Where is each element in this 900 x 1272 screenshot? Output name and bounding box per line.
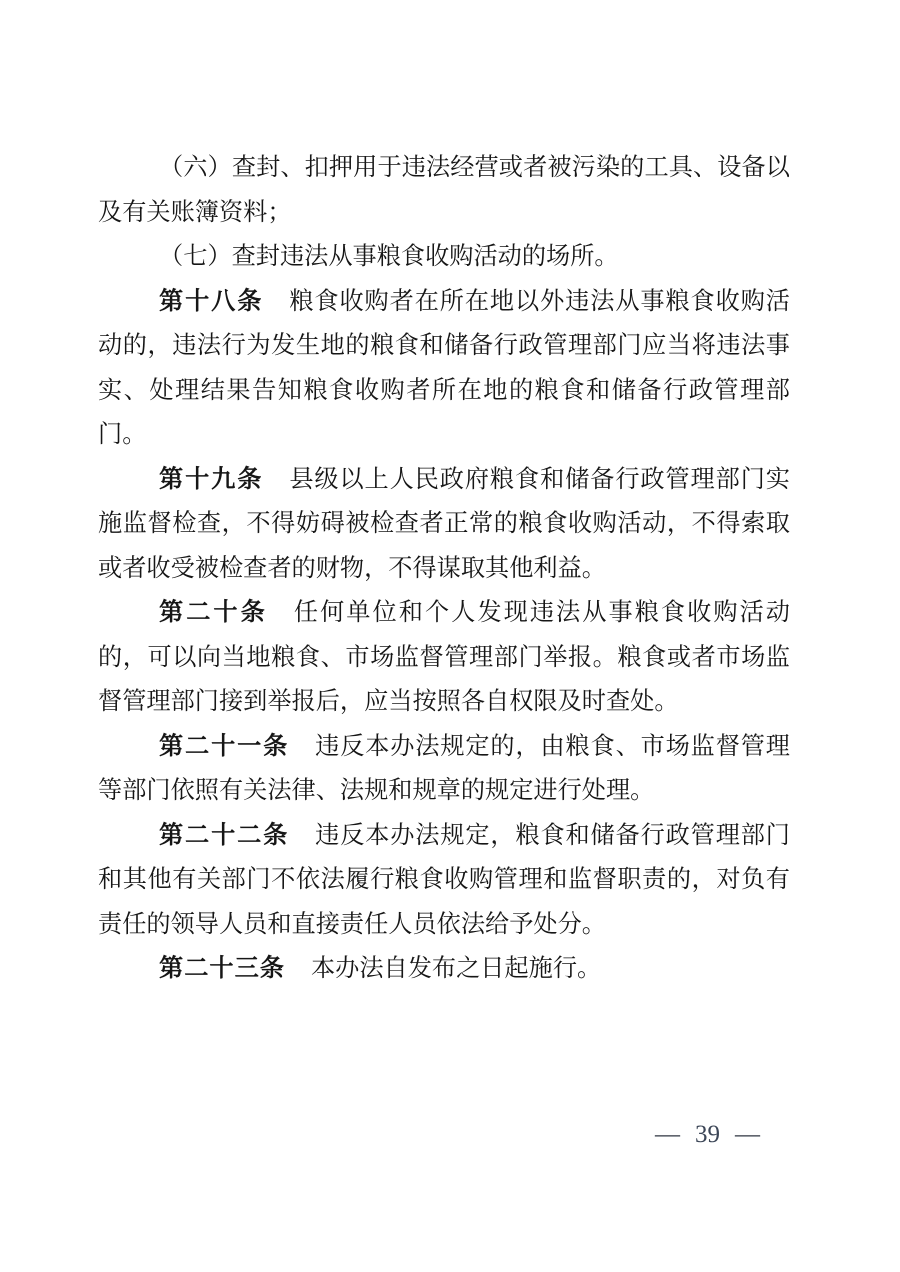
paragraph	[98, 725, 790, 814]
paragraph	[98, 280, 790, 458]
paragraph	[98, 591, 790, 725]
article-number: 第十八条	[159, 287, 264, 315]
page-footer	[655, 1120, 760, 1150]
paragraph	[98, 458, 790, 592]
paragraph-text: 县级以上人民政府粮食和储备行政管理部门实施监督检查，不得妨碍被检查者正常的粮食收购活动，不得索取或者收受被检查者的财物，不得谋取其他利益。	[98, 465, 790, 582]
paragraph	[98, 814, 790, 948]
paragraph	[98, 146, 790, 235]
article-number: 第十九条	[159, 465, 264, 493]
paragraph-text: 违反本办法规定，粮食和储备行政管理部门和其他有关部门不依法履行粮食收购管理和监督职责的，对负有责任的领导人员和直接责任人员依法给予处分。	[98, 821, 790, 938]
paragraph-text: （六）查封、扣押用于违法经营或者被污染的工具、设备以及有关账簿资料；	[98, 154, 790, 226]
paragraph	[98, 235, 790, 280]
paragraph-text: （七）查封违法从事粮食收购活动的场所。	[159, 243, 619, 270]
paragraph	[98, 947, 790, 992]
document-body	[98, 146, 790, 992]
paragraph-text: 本办法自发布之日起施行。	[310, 955, 602, 982]
article-number: 第二十三条	[159, 955, 285, 982]
footer-dash-left: —	[655, 1121, 680, 1148]
footer-dash-right: —	[735, 1121, 760, 1148]
article-number: 第二十条	[159, 599, 268, 626]
article-number: 第二十一条	[159, 732, 290, 760]
article-number: 第二十二条	[159, 821, 290, 849]
page-number: 39	[695, 1121, 720, 1148]
paragraph-text: 任何单位和个人发现违法从事粮食收购活动的，可以向当地粮食、市场监督管理部门举报。粮食或者市场监督管理部门接到举报后，应当按照各自权限及时查处。	[98, 599, 790, 715]
paragraph-text: 粮食收购者在所在地以外违法从事粮食收购活动的，违法行为发生地的粮食和储备行政管理部门应当将违法事实、处理结果告知粮食收购者所在地的粮食和储备行政管理部门。	[98, 287, 790, 448]
paragraph-text: 违反本办法规定的，由粮食、市场监督管理等部门依照有关法律、法规和规章的规定进行处理。	[98, 732, 790, 804]
